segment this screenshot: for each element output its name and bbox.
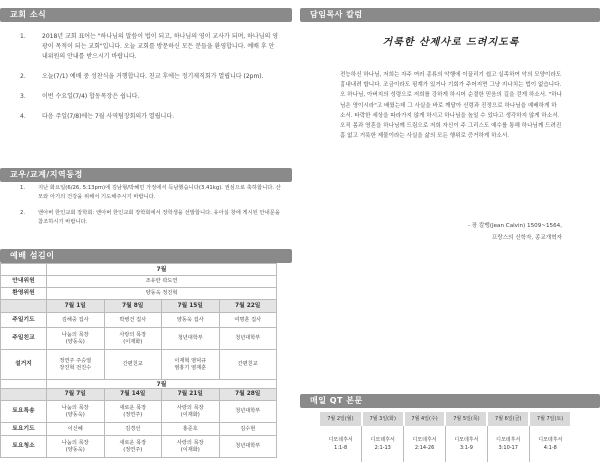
- prayer-label: 주일기도: [1, 313, 47, 328]
- column-author-note: 프랑스의 신학자, 종교개혁자: [491, 235, 562, 241]
- table-cell: 박병건 집사: [104, 313, 162, 328]
- greeter-label: 환영위원: [1, 288, 47, 300]
- qt-date: 7월 4일(수): [404, 412, 446, 426]
- table-cell: 청년대학부: [219, 436, 277, 458]
- sunday-fellowship-label: 주일친교: [1, 328, 47, 350]
- table-cell: 사랑의 목장 (이재화): [104, 328, 162, 350]
- table-cell: 김해중 집사: [47, 313, 105, 328]
- right-column: [300, 0, 600, 451]
- qt-passage: 디모데후서 2:14-26: [404, 426, 446, 462]
- usher-label: 안내위원: [1, 276, 47, 288]
- table-cell: 김경선: [104, 423, 162, 436]
- column-author: - 장 칼뱅(Jean Calvin) 1509~1564,: [467, 223, 562, 229]
- qt-passage: 디모데후서 2:1-13: [362, 426, 404, 462]
- month-label: 7월: [47, 264, 277, 276]
- qt-passage: 디모데후서 4:1-8: [538, 437, 563, 451]
- table-cell: 간편친교: [104, 350, 162, 380]
- daily-qt-table: [320, 412, 572, 462]
- qt-passage: 디모데후서 3:1-9: [445, 426, 487, 462]
- table-cell: 이재혁 염덕규 염홍기 염재훈: [162, 350, 220, 380]
- week-header: 7월 7일: [47, 389, 105, 401]
- fellowship-news-title: 교우/교계/지역동정: [10, 170, 83, 179]
- list-item: 4. 다음 주일(7/8)에는 7월 사역팀장회의가 열립니다.: [20, 113, 175, 120]
- table-cell: 나눔의 목장 (양동욱): [47, 401, 105, 423]
- table-cell: 청년대학부: [219, 328, 277, 350]
- list-item: 1. 2018년 교회 표어는 "하나님의 말씀이 법이 되고, 하나님의 영이 교사가 되며, 하나님의 영광이 목적이 되는 교회"입니다. 오늘 교회를 방문하신 모든 분들을 환영합니다. 예배 후 안내위원의 안내를 받으시기 바랍니다.: [20, 33, 278, 60]
- table-cell: 사랑의 목장 (이재화): [162, 401, 220, 423]
- table-cell: 김수현: [219, 423, 277, 436]
- service-header: [0, 249, 292, 263]
- table-cell: 새로운 목장 (정연주): [104, 401, 162, 423]
- greeter-value: 양동욱 정진혁: [47, 288, 277, 300]
- table-cell: 청년대학부: [162, 328, 220, 350]
- qt-date: 7월 5일(목): [445, 412, 487, 426]
- pastor-column-title: 담임목사 칼럼: [310, 10, 363, 19]
- church-news-title: 교회 소식: [10, 10, 47, 19]
- sat-prayer-label: 토요기도: [1, 423, 47, 436]
- usher-value: 조유란 곽도연: [47, 276, 277, 288]
- week-header: 7월 22일: [219, 300, 277, 313]
- qt-passage: 디모데후서 3:10-17: [487, 426, 529, 462]
- week-header: 7월 14일: [104, 389, 162, 401]
- week-header: 7월 15일: [162, 300, 220, 313]
- table-cell: 정연주 주승열 장진혁 전진수: [47, 350, 105, 380]
- fellowship-news-header: [0, 168, 292, 182]
- sat-clean-label: 토요청소: [1, 436, 47, 458]
- table-cell: 나눔의 목장 (양동욱): [47, 436, 105, 458]
- table-cell: 간편친교: [219, 350, 277, 380]
- church-news-header: [0, 8, 292, 22]
- table-cell: 이신혜: [47, 423, 105, 436]
- qt-date: 7월 6일(금): [487, 412, 529, 426]
- week-header: 7월 28일: [219, 389, 277, 401]
- daily-qt-title: 매일 QT 본문: [310, 396, 363, 405]
- qt-date: 7월 2일(월): [320, 412, 362, 426]
- table-cell: 사랑의 목장 (이재화): [162, 436, 220, 458]
- list-item: 3. 이번 수요일(7/4) 합동목장은 쉽니다.: [20, 93, 140, 100]
- fellowship-news-list: [20, 184, 282, 234]
- table-cell: 양동욱 집사: [162, 313, 220, 328]
- sat-fellowship-label: 토요특송: [1, 401, 47, 423]
- qt-passage: 디모데후서 1:1-8: [320, 426, 362, 462]
- month-label: 7월: [47, 380, 277, 389]
- list-item: 1. 지난 화요일(6/26, 5:13pm)에 김남형/박혜민 가정에서 득남했습니다(3.41kg). 권심으로 축하합니다. 산모와 아기의 건강을 위해서 기도해주시기 바랍니다.: [20, 185, 281, 200]
- column-body: 전능하신 하나님, 저희는 자주 여러 종류의 악행에 이끌리기 쉽고 실족하여 악의 모양이라도 흉내내려 합니다. 조금이라도 핑계가 있거나 기회가 주어지면 그냥 지나치는 법이 없습니다. 오 하나님, 아버지의 성령으로 저희를 강하게 하시어 순결한 믿음의 길을 걷게 하소서. "하나님은 영이시라"고 배웠는데 그 사실을 바로 깨달아 신령과 진정으로 하나님을 예배하게 하소서. 타락한 세상을 따라가지 않게 하시고 하나님을 높일 수 있다고 생각하지 않게 하소서. 오직 몸과 영혼을 하나님께 드림으로 저희 자신이 주 그리스도 예수를 통해 하나님께 드려진 흠 없고 거룩한 제물이라는 사실을 삶의 모든 행위로 증거하게 하소서.: [340, 72, 562, 140]
- table-cell: 홍준호: [162, 423, 220, 436]
- week-header: 7월 1일: [47, 300, 105, 313]
- table-cell: 새로운 목장 (정연주): [104, 436, 162, 458]
- table-cell: 여명훈 집사: [219, 313, 277, 328]
- qt-date: 7월 3일(화): [362, 412, 404, 426]
- daily-qt-header: [300, 394, 600, 408]
- service-title: 예배 섬김이: [10, 251, 55, 260]
- list-item: 2. 앤아버 한인교회 장학회: 앤아버 한인교회 장학회에서 장학생을 선발합니다. 유아실 창에 게시된 안내문을 참조하시기 바랍니다.: [20, 210, 281, 225]
- table-cell: 나눔의 목장 (양동욱): [47, 328, 105, 350]
- left-column: [0, 0, 292, 453]
- column-heading: 거룩한 산제사로 드려지도록: [382, 37, 520, 48]
- dish-label: 설거지: [1, 350, 47, 380]
- table-cell: 청년대학부: [219, 401, 277, 423]
- service-schedule-table: [0, 263, 277, 458]
- pastor-column-header: [300, 8, 600, 22]
- church-news-list: [20, 32, 278, 122]
- qt-date: 7월 7일(토): [529, 412, 571, 426]
- list-item: 2. 오늘(7/1) 예배 중 성찬식을 거행합니다. 친교 후에는 정기제직회가 열립니다 (2pm).: [20, 73, 264, 80]
- week-header: 7월 8일: [104, 300, 162, 313]
- week-header: 7월 21일: [162, 389, 220, 401]
